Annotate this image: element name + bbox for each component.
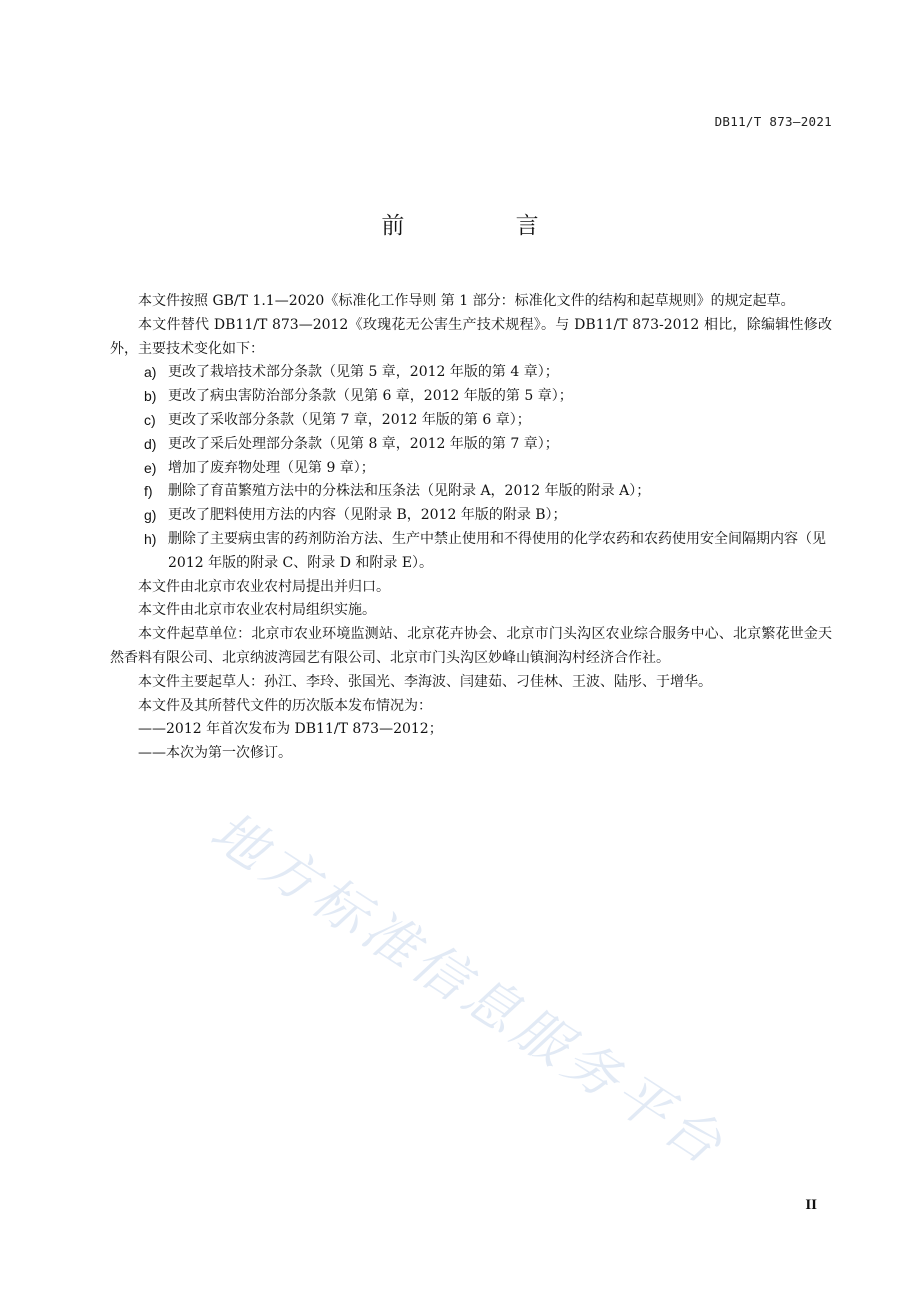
list-item <box>110 385 832 409</box>
history-item-2012: ——2012 年首次发布为 DB11/T 873—2012； <box>138 721 443 738</box>
paragraph-proposer: 本文件由北京市农业农村局提出并归口。 <box>138 578 390 595</box>
list-item-text: 更改了栽培技术部分条款（见第 5 章，2012 年版的第 4 章）； <box>168 364 559 381</box>
page-title: 前 言 <box>381 213 591 239</box>
page-number: II <box>805 1197 817 1213</box>
list-item <box>110 361 832 385</box>
paragraph-implementer: 本文件由北京市农业农村局组织实施。 <box>138 602 376 619</box>
list-item-text: 更改了采收部分条款（见第 7 章，2012 年版的第 6 章）； <box>168 411 531 428</box>
standard-code: DB11/T 873—2021 <box>714 114 832 129</box>
paragraph-replacement: 本文件替代 DB11/T 873—2012《玫瑰花无公害生产技术规程》。与 DB11/T 873-2012 相比，除编辑性修改外，主要技术变化如下： <box>110 316 832 357</box>
list-item-label: f) <box>144 483 153 500</box>
list-item <box>110 433 832 457</box>
list-item-text: 删除了主要病虫害的药剂防治方法、生产中禁止使用和不得使用的化学农药和农药使用安全间隔期内容（见 2012 年版的附录 C、附录 D 和附录 E）。 <box>168 530 826 571</box>
list-item-label: c) <box>144 411 156 428</box>
list-item <box>110 409 832 433</box>
paragraph-drafting-units: 本文件起草单位：北京市农业环境监测站、北京花卉协会、北京市门头沟区农业综合服务中心、北京繁花世金天然香料有限公司、北京纳波湾园艺有限公司、北京市门头沟区妙峰山镇涧沟村经济合作社。 <box>110 626 832 666</box>
list-item <box>110 457 832 481</box>
list-item-text: 删除了育苗繁殖方法中的分株法和压条法（见附录 A，2012 年版的附录 A）； <box>168 483 651 500</box>
paragraph-drafters: 本文件主要起草人：孙江、李玲、张国光、李海波、闫建茹、刁佳林、王波、陆彤、于增华。 <box>138 673 712 690</box>
list-item-label: g) <box>144 507 157 524</box>
list-item-label: h) <box>144 530 157 547</box>
list-item-label: d) <box>144 435 157 452</box>
changes-list <box>110 361 832 575</box>
foreword-body <box>110 290 832 766</box>
history-item-current: ——本次为第一次修订。 <box>138 745 292 762</box>
list-item-label: a) <box>144 364 157 381</box>
list-item-text: 更改了病虫害防治部分条款（见第 6 章，2012 年版的第 5 章）； <box>168 388 573 405</box>
list-item-label: b) <box>144 388 157 405</box>
list-item-text: 更改了采后处理部分条款（见第 8 章，2012 年版的第 7 章）； <box>168 435 559 452</box>
watermark: 地方标准信息服务平台 <box>199 799 738 1179</box>
list-item <box>110 504 832 528</box>
list-item-text: 更改了肥料使用方法的内容（见附录 B，2012 年版的附录 B）； <box>168 507 567 524</box>
list-item <box>110 528 832 576</box>
paragraph-version-history: 本文件及其所替代文件的历次版本发布情况为： <box>138 697 432 714</box>
list-item-text: 增加了废弃物处理（见第 9 章）； <box>168 459 375 476</box>
paragraph-drafting-basis: 本文件按照 GB/T 1.1—2020《标准化工作导则 第 1 部分：标准化文件的结构和起草规则》的规定起草。 <box>138 293 795 309</box>
list-item-label: e) <box>144 459 157 476</box>
list-item <box>110 480 832 504</box>
